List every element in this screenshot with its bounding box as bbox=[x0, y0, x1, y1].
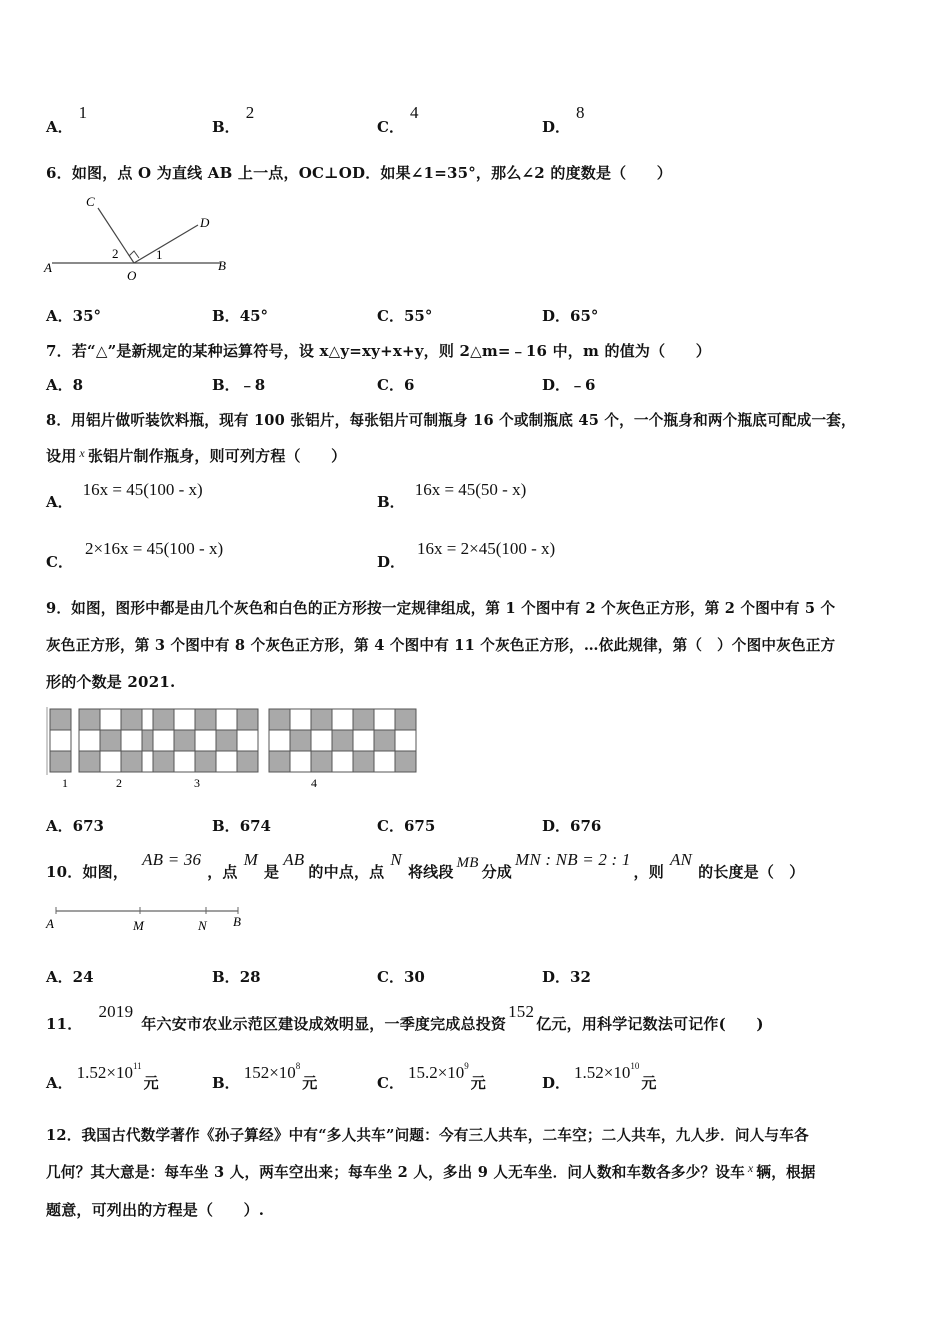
math-ratio: MN : NB = 2 : 1 bbox=[515, 850, 631, 869]
q11-option-c bbox=[377, 1061, 486, 1093]
exponent: 8 bbox=[295, 1061, 301, 1072]
option-value: 32 bbox=[570, 968, 591, 986]
label-o: O bbox=[127, 268, 137, 283]
math-ab: AB bbox=[283, 850, 305, 869]
option-value: ﹣8 bbox=[239, 376, 266, 394]
option-value: 674 bbox=[239, 817, 271, 835]
option-label: D． bbox=[542, 817, 571, 835]
option-label: B． bbox=[377, 493, 405, 511]
option-value: 6 bbox=[403, 376, 415, 394]
text-fragment: ，点 bbox=[207, 863, 238, 881]
label-angle-1: 1 bbox=[156, 247, 163, 262]
q9-stem-line2: 灰色正方形，第 3 个图中有 8 个灰色正方形，第 4 个图中有 11 个灰色正方形，…依此规律，第（ ）个图中灰色正方 bbox=[46, 637, 836, 654]
q7-option-d bbox=[542, 374, 595, 395]
unit: 元 bbox=[641, 1074, 657, 1092]
q6-option-b bbox=[212, 305, 268, 326]
q6-option-c bbox=[377, 305, 432, 326]
q8-option-a bbox=[46, 480, 203, 512]
unit: 元 bbox=[302, 1074, 318, 1092]
option-label: A． bbox=[46, 118, 73, 136]
option-value: 16x = 45(100 - x) bbox=[82, 480, 203, 499]
q5-option-c bbox=[377, 103, 419, 137]
text-fragment: 亿元，用科学记数法可记作( ) bbox=[536, 1015, 764, 1033]
unit: 元 bbox=[143, 1074, 159, 1092]
label-m: M bbox=[133, 918, 144, 933]
label-a: A bbox=[46, 916, 54, 931]
q7-option-a bbox=[46, 374, 83, 395]
q9-option-b bbox=[212, 815, 271, 836]
year-value: 2019 bbox=[98, 1002, 134, 1021]
q10-stem bbox=[46, 850, 805, 882]
text-fragment: 11． bbox=[46, 1015, 83, 1033]
exponent: 9 bbox=[464, 1061, 469, 1072]
option-value: 4 bbox=[409, 103, 419, 122]
option-value: 8 bbox=[72, 376, 84, 394]
option-label: C． bbox=[377, 1074, 404, 1092]
variable-x: x bbox=[747, 1161, 754, 1175]
q9-option-a bbox=[46, 815, 104, 836]
option-label: A． bbox=[46, 817, 73, 835]
option-label: A． bbox=[46, 968, 73, 986]
option-value bbox=[408, 1063, 469, 1082]
text-fragment: 辆，根据 bbox=[756, 1164, 816, 1181]
option-value bbox=[244, 1063, 301, 1082]
option-label: C． bbox=[46, 553, 73, 571]
q10-option-d bbox=[542, 966, 591, 987]
math-an: AN bbox=[669, 850, 693, 869]
option-value: 1 bbox=[78, 103, 88, 122]
text-fragment: 的中点，点 bbox=[308, 863, 385, 881]
q10-option-c bbox=[377, 966, 425, 987]
coefficient: 1.52×10 bbox=[574, 1063, 631, 1082]
option-value: 2 bbox=[245, 103, 255, 122]
q11-option-a bbox=[46, 1061, 159, 1093]
figure-label-4: 4 bbox=[311, 776, 317, 790]
q12-stem-line2 bbox=[46, 1161, 816, 1182]
label-a: A bbox=[44, 260, 52, 275]
option-label: B． bbox=[212, 817, 240, 835]
q11-option-b bbox=[212, 1061, 318, 1093]
text-fragment: 10．如图， bbox=[46, 863, 129, 881]
option-value: 675 bbox=[403, 817, 436, 835]
figure-label-3: 3 bbox=[194, 776, 200, 790]
q8-option-b bbox=[377, 480, 527, 512]
amount-value: 152 bbox=[508, 1002, 535, 1021]
option-value: 55° bbox=[403, 307, 433, 325]
option-label: D． bbox=[542, 1074, 571, 1092]
option-label: A． bbox=[46, 493, 73, 511]
q6-option-a bbox=[46, 305, 101, 326]
q12-stem-line1: 12．我国古代数学著作《孙子算经》中有“多人共车”问题：今有三人共车，二车空；二人共车，九人步．问人与车各 bbox=[46, 1127, 809, 1144]
option-label: A． bbox=[46, 1074, 73, 1092]
label-n: N bbox=[198, 918, 207, 933]
q8-option-d bbox=[377, 539, 556, 572]
option-label: D． bbox=[542, 376, 571, 394]
option-label: C． bbox=[377, 376, 404, 394]
math-ab-36: AB = 36 bbox=[142, 850, 202, 869]
figure-label-1: 1 bbox=[62, 776, 68, 790]
q6-stem: 6．如图，点 O 为直线 AB 上一点，OC⊥OD．如果∠1=35°，那么∠2 的度数是（ ） bbox=[46, 164, 672, 182]
option-label: C． bbox=[377, 968, 404, 986]
variable-x: x bbox=[79, 446, 85, 460]
q10-option-a bbox=[46, 966, 94, 987]
coefficient: 15.2×10 bbox=[407, 1063, 465, 1082]
q11-stem bbox=[46, 1002, 764, 1034]
option-label: B． bbox=[212, 376, 240, 394]
option-value: 676 bbox=[570, 817, 602, 835]
q9-stem-line1: 9．如图，图形中都是由几个灰色和白色的正方形按一定规律组成，第 1 个图中有 2 个灰色正方形，第 2 个图中有 5 个 bbox=[46, 600, 836, 617]
option-label: B． bbox=[212, 307, 240, 325]
unit: 元 bbox=[470, 1074, 486, 1092]
option-label: D． bbox=[542, 307, 571, 325]
option-label: C． bbox=[377, 307, 404, 325]
option-value: 8 bbox=[576, 103, 585, 122]
option-value: 28 bbox=[239, 968, 261, 986]
option-label: B． bbox=[212, 968, 240, 986]
option-value bbox=[77, 1063, 142, 1082]
text-fragment: 年六安市农业示范区建设成效明显，一季度完成总投资 bbox=[141, 1015, 507, 1033]
text-fragment: 几何？其大意是：每车坐 3 人，两车空出来；每车坐 2 人，多出 9 人无车坐．问人数和车数各多少？设车 bbox=[46, 1164, 745, 1181]
option-label: B． bbox=[212, 118, 240, 136]
option-value: ﹣6 bbox=[570, 376, 596, 394]
text-fragment: 设用 bbox=[46, 447, 77, 465]
option-label: D． bbox=[542, 118, 571, 136]
q11-option-d bbox=[542, 1061, 657, 1093]
option-value: 673 bbox=[72, 817, 104, 835]
q6-angle-figure bbox=[40, 186, 240, 286]
text-fragment: 分成 bbox=[481, 863, 513, 881]
text-fragment: ，则 bbox=[633, 863, 664, 881]
q5-option-a bbox=[46, 103, 88, 137]
text-fragment: 是 bbox=[264, 863, 280, 881]
label-angle-2: 2 bbox=[112, 246, 119, 261]
option-label: A． bbox=[46, 376, 73, 394]
math-n: N bbox=[390, 850, 402, 869]
q9-option-c bbox=[377, 815, 435, 836]
label-c: C bbox=[86, 194, 95, 209]
q6-option-d bbox=[542, 305, 598, 326]
option-value: 16x = 2×45(100 - x) bbox=[417, 539, 556, 558]
text-fragment: 张铝片制作瓶身，则可列方程（ ） bbox=[87, 447, 347, 465]
q5-option-b bbox=[212, 103, 255, 137]
option-value: 2×16x = 45(100 - x) bbox=[84, 539, 224, 558]
text-fragment: 将线段 bbox=[407, 863, 454, 881]
label-d: D bbox=[200, 215, 210, 230]
label-b: B bbox=[233, 914, 241, 929]
option-value: 35° bbox=[72, 307, 102, 325]
q9-stem-line3: 形的个数是 2021. bbox=[46, 673, 176, 691]
math-mb: MB bbox=[456, 855, 479, 871]
text-fragment: 的长度是（ ） bbox=[698, 863, 805, 881]
q5-option-d bbox=[542, 103, 585, 137]
q8-stem-line1: 8．用铝片做听装饮料瓶，现有 100 张铝片，每张铝片可制瓶身 16 个或制瓶底 45 个，一个瓶身和两个瓶底可配成一套， bbox=[46, 412, 856, 429]
option-label: D． bbox=[377, 553, 406, 571]
option-value: 24 bbox=[72, 968, 94, 986]
coefficient: 152×10 bbox=[243, 1063, 296, 1082]
option-label: C． bbox=[377, 817, 404, 835]
q7-option-c bbox=[377, 374, 414, 395]
q10-option-b bbox=[212, 966, 261, 987]
q12-stem-line3: 题意，可列出的方程是（ ）. bbox=[46, 1201, 265, 1219]
option-value: 65° bbox=[570, 307, 599, 325]
q8-stem-line2 bbox=[46, 445, 346, 466]
option-value: 16x = 45(50 - x) bbox=[414, 480, 527, 499]
figure-label-2: 2 bbox=[116, 776, 122, 790]
q9-option-d bbox=[542, 815, 601, 836]
q7-option-b bbox=[212, 374, 265, 395]
label-b: B bbox=[218, 258, 226, 273]
option-value: 30 bbox=[403, 968, 425, 986]
q9-pattern-figure bbox=[44, 705, 454, 795]
coefficient: 1.52×10 bbox=[76, 1063, 133, 1082]
q8-option-c bbox=[46, 539, 224, 572]
option-value: 45° bbox=[239, 307, 269, 325]
exponent: 11 bbox=[132, 1061, 142, 1072]
q10-segment-figure bbox=[40, 903, 255, 939]
q7-stem: 7．若“△”是新规定的某种运算符号，设 x△y=xy+x+y，则 2△m=﹣16 中，m 的值为（ ） bbox=[46, 342, 711, 360]
math-m: M bbox=[243, 850, 258, 869]
option-label: A． bbox=[46, 307, 73, 325]
option-label: B． bbox=[212, 1074, 240, 1092]
exponent: 10 bbox=[630, 1061, 640, 1072]
option-label: D． bbox=[542, 968, 571, 986]
option-label: C． bbox=[377, 118, 404, 136]
option-value bbox=[574, 1063, 639, 1082]
